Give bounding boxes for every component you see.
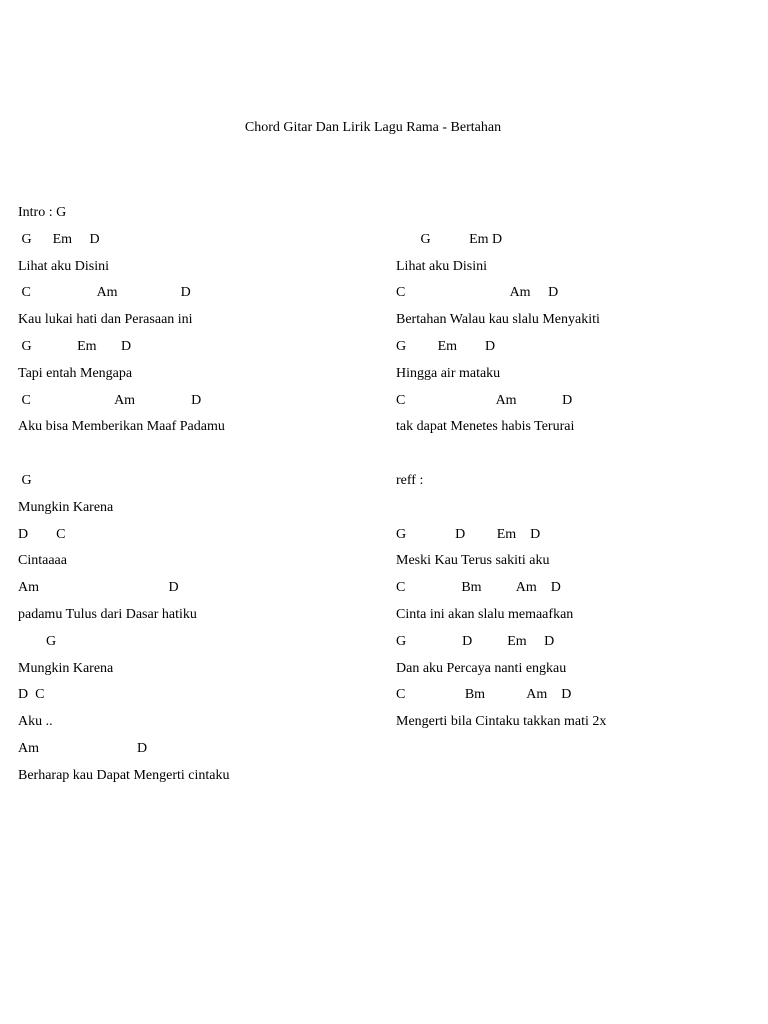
right-line <box>396 445 756 472</box>
left-line: Berharap kau Dapat Mengerti cintaku <box>18 767 230 783</box>
right-line: Cinta ini akan slalu memaafkan <box>396 606 574 622</box>
left-column <box>18 204 378 794</box>
right-line: Mengerti bila Cintaku takkan mati 2x <box>396 714 607 730</box>
left-line: C Am D <box>18 285 191 301</box>
right-column <box>396 204 756 740</box>
right-line <box>396 499 756 526</box>
left-line: Cintaaaa <box>18 553 67 569</box>
right-line: tak dapat Menetes habis Terurai <box>396 419 575 435</box>
right-line: G D Em D <box>396 633 555 649</box>
right-line: Dan aku Percaya nanti engkau <box>396 660 567 676</box>
right-line: C Bm Am D <box>396 580 561 596</box>
left-line: G <box>18 472 32 488</box>
left-line: D C <box>18 687 45 703</box>
left-line: C Am D <box>18 392 202 408</box>
left-line: Aku .. <box>18 714 53 730</box>
page-title: Chord Gitar Dan Lirik Lagu Rama - Bertahan <box>244 120 502 135</box>
right-line: C Am D <box>396 285 559 301</box>
left-line: Mungkin Karena <box>18 499 114 515</box>
right-line: G D Em D <box>396 526 541 542</box>
right-line: Meski Kau Terus sakiti aku <box>396 553 550 569</box>
right-line: G Em D <box>396 231 503 247</box>
left-line: Mungkin Karena <box>18 660 114 676</box>
left-line <box>18 445 378 472</box>
left-line: G Em D <box>18 338 132 354</box>
left-line: Kau lukai hati dan Perasaan ini <box>18 312 193 328</box>
left-line: Tapi entah Mengapa <box>18 365 133 381</box>
right-line: C Am D <box>396 392 573 408</box>
right-line: Bertahan Walau kau slalu Menyakiti <box>396 312 600 328</box>
left-line: G <box>18 633 57 649</box>
right-line: C Bm Am D <box>396 687 572 703</box>
left-line: G Em D <box>18 231 100 247</box>
right-line: reff : <box>396 472 424 488</box>
left-line: Intro : G <box>18 205 67 220</box>
left-line: Aku bisa Memberikan Maaf Padamu <box>18 419 225 435</box>
left-line: Lihat aku Disini <box>18 258 109 274</box>
right-line: G Em D <box>396 338 496 354</box>
left-line: Am D <box>18 740 148 756</box>
left-line: Am D <box>18 580 179 596</box>
right-line: Hingga air mataku <box>396 365 501 381</box>
left-line: D C <box>18 526 66 542</box>
left-line: padamu Tulus dari Dasar hatiku <box>18 606 197 622</box>
right-line <box>396 204 756 231</box>
right-line: Lihat aku Disini <box>396 258 487 274</box>
